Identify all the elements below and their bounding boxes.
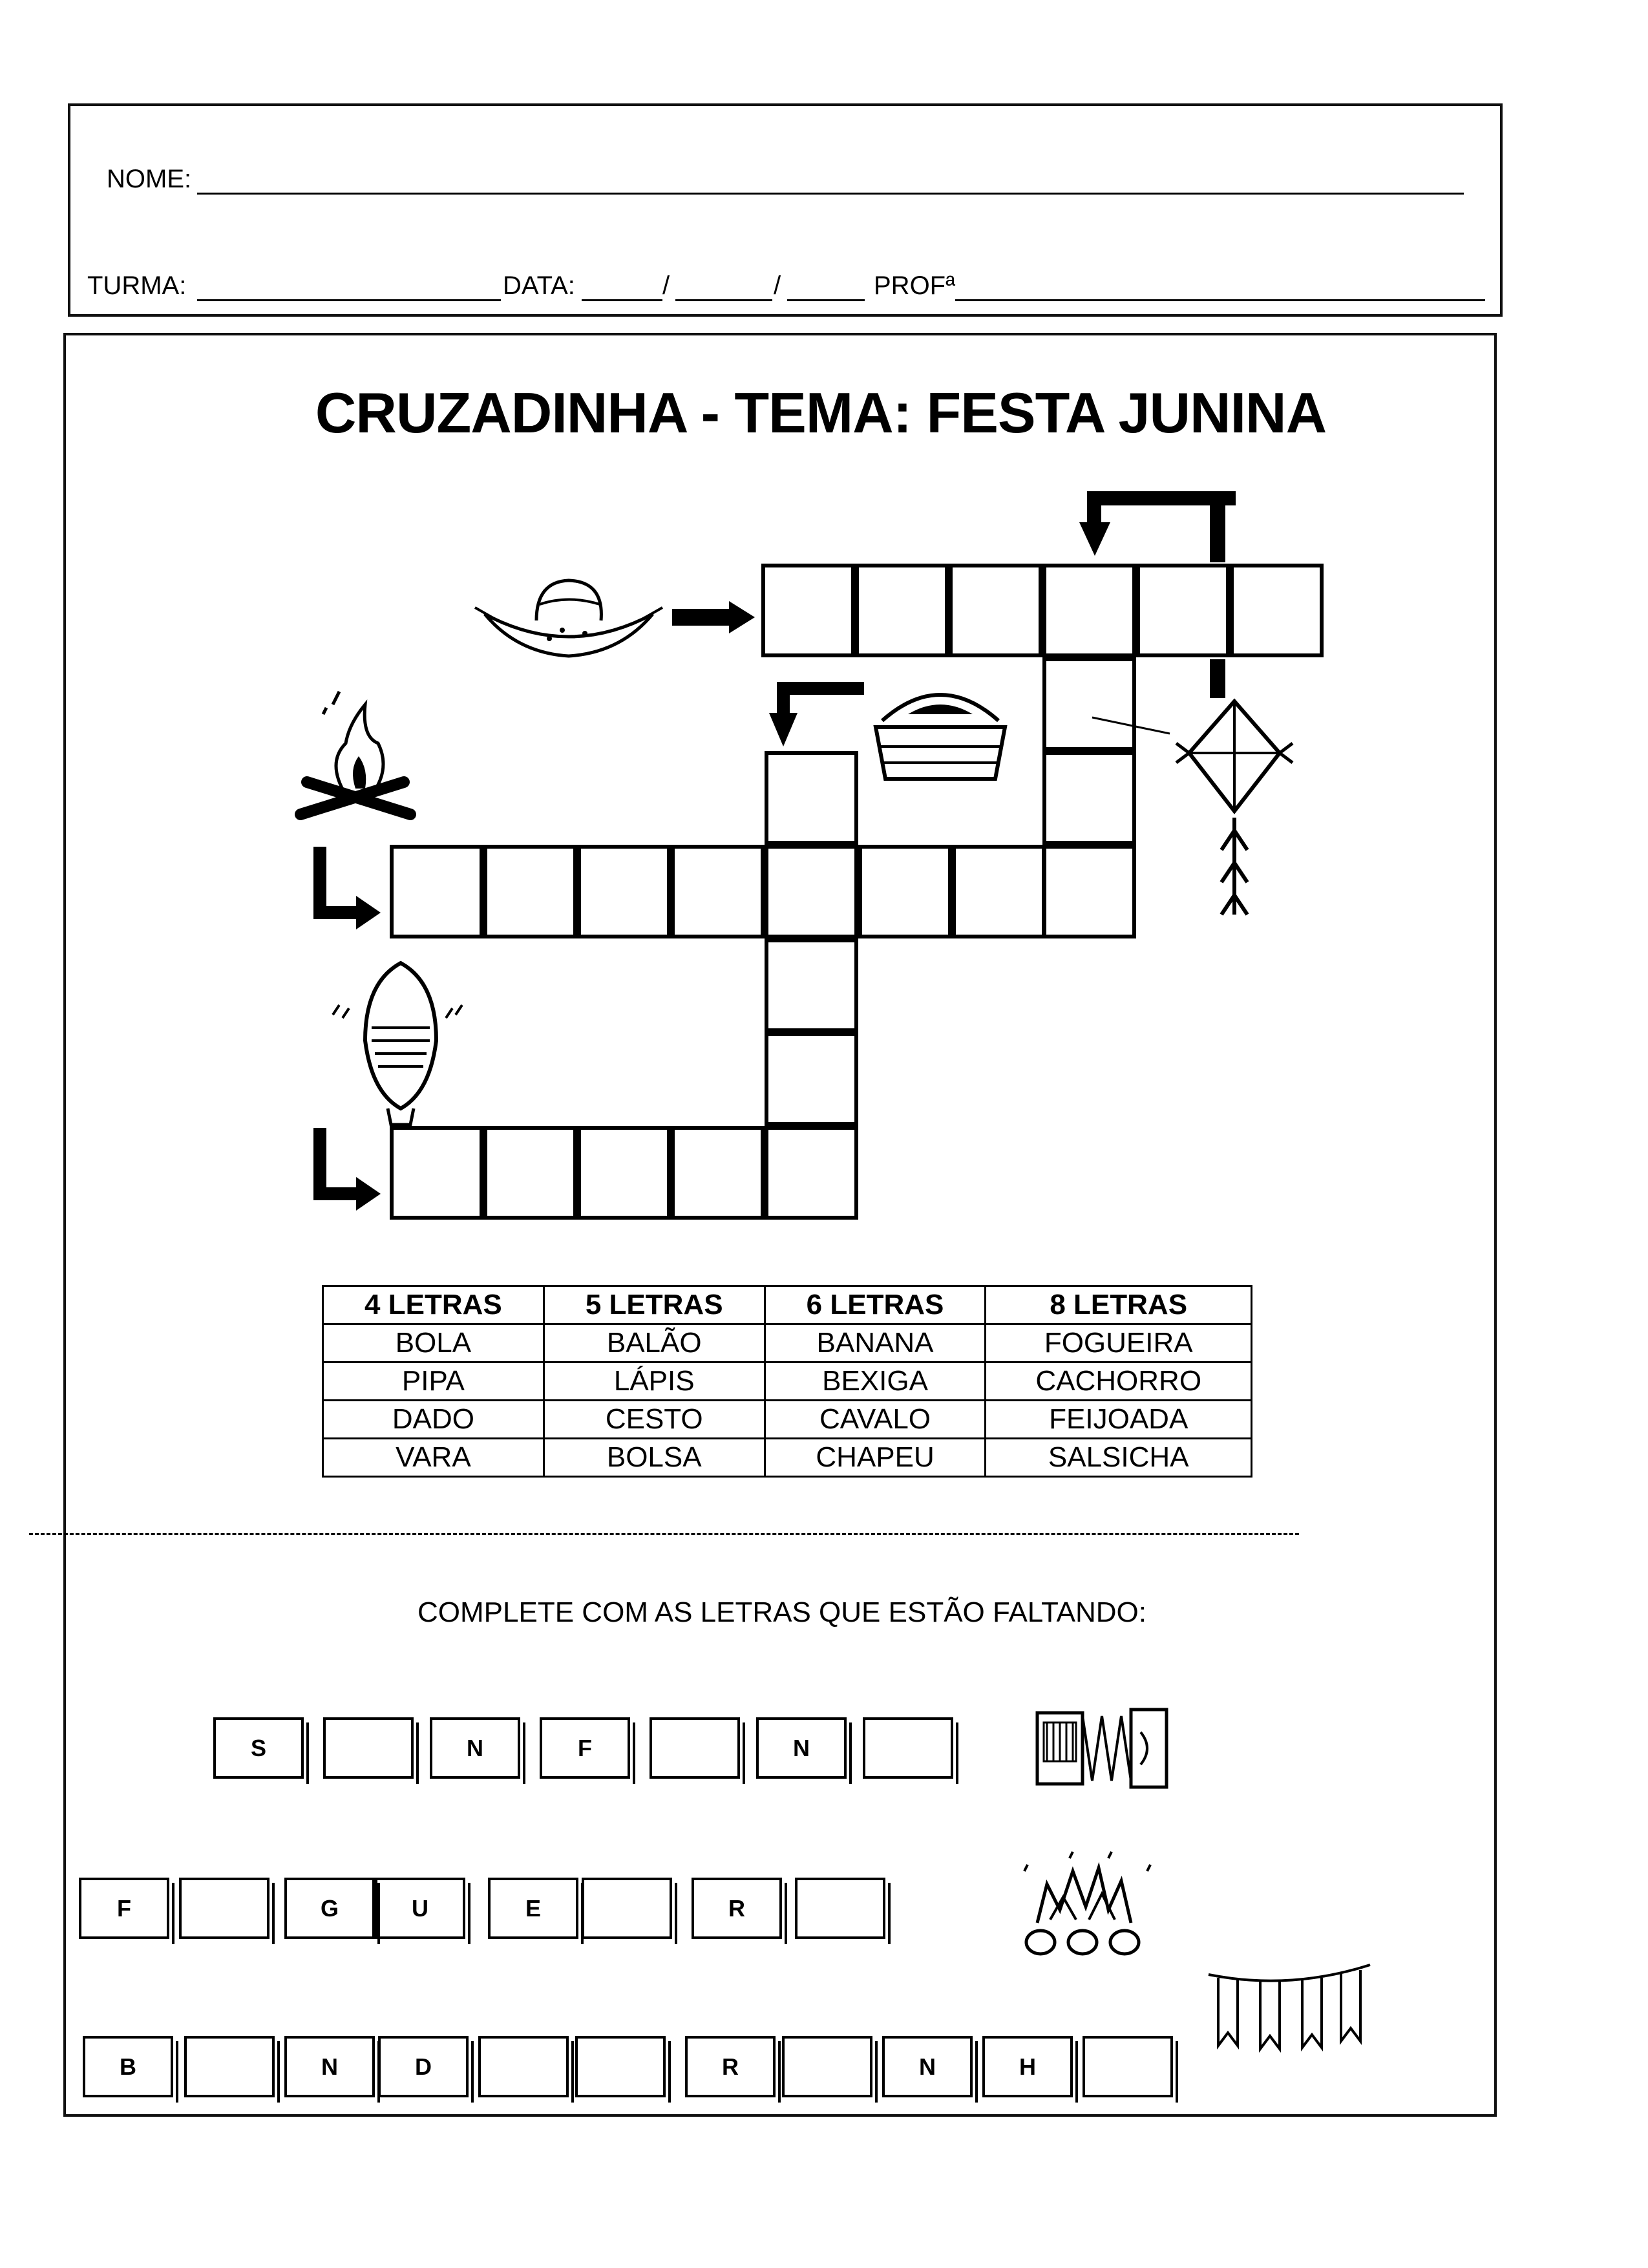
table-cell: SALSICHA: [986, 1439, 1252, 1477]
letter-box[interactable]: [1083, 2036, 1173, 2097]
letter-box[interactable]: G: [284, 1878, 375, 1939]
table-cell: VARA: [323, 1439, 544, 1477]
date-day-line[interactable]: [582, 299, 662, 301]
table-cell: BALÃO: [544, 1324, 765, 1362]
nome-label: NOME:: [107, 165, 192, 193]
word-bank-table: [322, 1285, 1252, 1478]
date-sep-1: /: [662, 271, 670, 300]
data-label: DATA:: [503, 271, 575, 300]
date-sep-2: /: [774, 271, 781, 300]
letter-box[interactable]: B: [83, 2036, 173, 2097]
letter-box[interactable]: N: [284, 2036, 375, 2097]
header-box: [68, 103, 1503, 317]
basket-icon: [869, 669, 1011, 792]
letter-box[interactable]: F: [79, 1878, 169, 1939]
table-cell: BANANA: [765, 1324, 986, 1362]
table-cell: LÁPIS: [544, 1362, 765, 1401]
table-cell: FOGUEIRA: [986, 1324, 1252, 1362]
letter-box[interactable]: [184, 2036, 275, 2097]
kite-icon: [1092, 701, 1325, 927]
column-header: 8 LETRAS: [986, 1286, 1252, 1324]
letter-box[interactable]: [478, 2036, 569, 2097]
table-cell: BEXIGA: [765, 1362, 986, 1401]
letter-box[interactable]: [650, 1717, 740, 1779]
table-cell: CHAPEU: [765, 1439, 986, 1477]
turma-label: TURMA:: [87, 271, 187, 300]
table-cell: PIPA: [323, 1362, 544, 1401]
table-cell: CESTO: [544, 1401, 765, 1439]
cut-line: [29, 1533, 1299, 1535]
letter-box[interactable]: [575, 2036, 666, 2097]
bonfire-icon: [288, 685, 417, 827]
letter-box[interactable]: R: [685, 2036, 776, 2097]
balloon-icon: [326, 957, 475, 1131]
arrow-right-icon: [313, 847, 385, 931]
column-header: 5 LETRAS: [544, 1286, 765, 1324]
date-year-line[interactable]: [787, 299, 865, 301]
crossword-cell[interactable]: [671, 1126, 765, 1220]
accordion-icon: [1034, 1703, 1173, 1794]
bunting-icon: [1205, 1958, 1373, 2062]
letter-box[interactable]: F: [540, 1717, 630, 1779]
crossword-cell[interactable]: [765, 938, 858, 1032]
crossword-cell[interactable]: [765, 845, 858, 938]
arrow-down-icon: [769, 682, 866, 750]
prof-line[interactable]: [955, 299, 1485, 301]
nome-line[interactable]: [197, 193, 1464, 195]
page-title: CRUZADINHA - TEMA: FESTA JUNINA: [315, 381, 1327, 445]
crossword-cell[interactable]: [1230, 564, 1324, 657]
prof-label: PROFª: [874, 271, 955, 300]
crossword-cell[interactable]: [765, 1032, 858, 1126]
letter-box[interactable]: N: [756, 1717, 847, 1779]
crossword-cell[interactable]: [761, 564, 855, 657]
table-cell: BOLSA: [544, 1439, 765, 1477]
date-month-line[interactable]: [675, 299, 772, 301]
hat-icon: [472, 569, 666, 666]
crossword-cell[interactable]: [952, 845, 1046, 938]
letter-box[interactable]: E: [488, 1878, 578, 1939]
crossword-cell[interactable]: [949, 564, 1042, 657]
arrow-down-icon: [1079, 491, 1234, 705]
crossword-cell[interactable]: [577, 1126, 671, 1220]
letter-box[interactable]: [582, 1878, 672, 1939]
letter-box[interactable]: [795, 1878, 885, 1939]
crossword-cell[interactable]: [483, 1126, 577, 1220]
column-header: 6 LETRAS: [765, 1286, 986, 1324]
table-cell: DADO: [323, 1401, 544, 1439]
letter-box[interactable]: U: [375, 1878, 465, 1939]
crossword-cell[interactable]: [390, 845, 483, 938]
letter-box[interactable]: S: [213, 1717, 304, 1779]
crossword-cell[interactable]: [390, 1126, 483, 1220]
crossword-cell[interactable]: [765, 1126, 858, 1220]
crossword-cell[interactable]: [577, 845, 671, 938]
letter-box[interactable]: [863, 1717, 953, 1779]
crossword-cell[interactable]: [858, 845, 952, 938]
letter-box[interactable]: [323, 1717, 414, 1779]
letter-box[interactable]: H: [982, 2036, 1073, 2097]
column-header: 4 LETRAS: [323, 1286, 544, 1324]
letter-box[interactable]: [179, 1878, 269, 1939]
crossword-cell[interactable]: [855, 564, 949, 657]
letter-box[interactable]: N: [430, 1717, 520, 1779]
bonfire-icon: [1011, 1852, 1163, 1968]
table-cell: FEIJOADA: [986, 1401, 1252, 1439]
table-row: [323, 1401, 1252, 1439]
letter-box[interactable]: D: [378, 2036, 469, 2097]
table-cell: BOLA: [323, 1324, 544, 1362]
table-header-row: [323, 1286, 1252, 1324]
arrow-right-icon: [313, 1128, 385, 1212]
table-cell: CACHORRO: [986, 1362, 1252, 1401]
table-row: [323, 1324, 1252, 1362]
table-row: [323, 1362, 1252, 1401]
letter-box[interactable]: R: [692, 1878, 782, 1939]
letter-box[interactable]: [782, 2036, 872, 2097]
instruction-text: COMPLETE COM AS LETRAS QUE ESTÃO FALTANDO:: [417, 1596, 1146, 1628]
letter-box[interactable]: N: [882, 2036, 973, 2097]
turma-line[interactable]: [197, 299, 501, 301]
arrow-right-icon: [672, 601, 756, 633]
table-row: [323, 1439, 1252, 1477]
crossword-cell[interactable]: [483, 845, 577, 938]
table-cell: CAVALO: [765, 1401, 986, 1439]
crossword-cell[interactable]: [671, 845, 765, 938]
crossword-cell[interactable]: [765, 751, 858, 845]
